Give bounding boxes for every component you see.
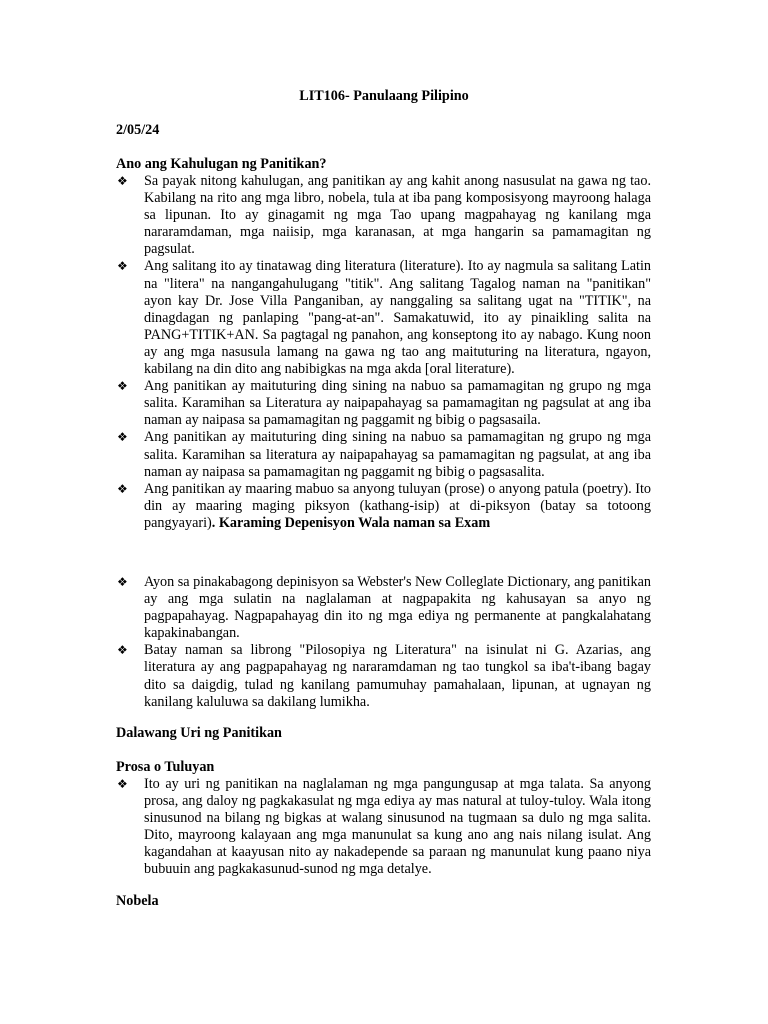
four-diamond-bullet-icon: ❖ — [117, 379, 128, 394]
list-item-text: Batay naman sa librong "Pilosopiya ng Literatura" na isinulat ni G. Azarias, ang literatura ay ang pagpapahayag ng nararamdaman ng tao tungkol sa iba't-ibang bagay dito sa daigdig, tulad ng kanilang pamumuhay pamahalaan, lipunan, at ugnayan ng kanilang kaluluwa sa dakilang lumikha. — [144, 642, 651, 710]
list-item — [116, 642, 651, 710]
document-date: 2/05/24 — [116, 122, 160, 138]
section-heading-kahulugan: Ano ang Kahulugan ng Panitikan? — [116, 156, 327, 172]
document-title: LIT106- Panulaang Pilipino — [299, 88, 469, 104]
four-diamond-bullet-icon: ❖ — [117, 430, 128, 445]
four-diamond-bullet-icon: ❖ — [117, 481, 128, 496]
list-item — [116, 776, 651, 879]
list-item — [116, 173, 651, 258]
list-item — [116, 574, 651, 642]
bullet-list-prosa — [116, 776, 651, 879]
list-item-text: Ang salitang ito ay tinatawag ding literatura (literature). Ito ay nagmula sa salitang Latin na "litera" na nangangahulugang "titik". Ang salitang Tagalog naman na "panitikan" ayon kay Dr. Jose Villa Panganiban, ay nanggaling sa salitang ugat na "TITIK", na dinagdagan ng panlaping "pang-at-an". Samakatuwid, ito ay pinaikling salita na PANG+TITIK+AN. Sa pagtagal ng panahon, ang konseptong ito ay nabago. Kung noon ay ang mga nasusula lamang na gawa ng tao ang maituturing na literatura, ngayon, kabilang na din dito ang nabibigkas na mga akda [oral literature). — [144, 258, 651, 378]
list-item — [116, 481, 651, 532]
exam-note: . Karaming Depenisyon Wala naman sa Exam — [211, 514, 491, 531]
section-heading-dalawang-uri: Dalawang Uri ng Panitikan — [116, 725, 282, 741]
list-item-text — [144, 481, 651, 532]
list-item — [116, 429, 651, 480]
list-item-text: Ito ay uri ng panitikan na naglalaman ng mga pangungusap at mga talata. Sa anyong prosa, ang daloy ng pagkakasulat ng mga ediya ay mas natural at tuloy-tuloy. Wala itong sinusunod na bilang ng bigkas at walang sinusunod na tugmaan sa dulo ng mga salita. Dito, mayroong kalayaan ang mga manunulat sa kung ano ang nais nilang isulat. Ang kagandahan at kaayusan nito ay nakadepende sa paraan ng manunulat kung paano niya bubuuin ang pagkakasunud-sunod ng mga detalye. — [144, 776, 651, 878]
four-diamond-bullet-icon: ❖ — [117, 643, 128, 658]
bullet-list-definitions — [116, 173, 651, 532]
four-diamond-bullet-icon: ❖ — [117, 259, 128, 274]
list-item-text: Ayon sa pinakabagong depinisyon sa Webster's New Colleglate Dictionary, ang panitikan ay ang mga sulatin na naglalaman at nagpapakita ng kahusayan sa anyo ng pagpapahayag. Nagpapahayag din ito ng mga ediya ng permanente at pangkalahatang kapakinabangan. — [144, 574, 651, 642]
section-heading-nobela: Nobela — [116, 893, 159, 909]
list-item — [116, 258, 651, 378]
four-diamond-bullet-icon: ❖ — [117, 174, 128, 188]
section-heading-prosa: Prosa o Tuluyan — [116, 759, 215, 775]
bullet-list-more-definitions — [116, 574, 651, 711]
four-diamond-bullet-icon: ❖ — [117, 777, 128, 791]
list-item — [116, 378, 651, 429]
list-item-text: Ang panitikan ay maituturing ding sining na nabuo sa pamamagitan ng grupo ng mga salita. Karamihan sa literatura ay naipapahayag sa pamamagitan ng pagsulat, at ang iba naman ay naipasa sa pamamagitan ng paggamit ng bibig o pagsasalita. — [144, 429, 651, 480]
four-diamond-bullet-icon: ❖ — [117, 575, 128, 589]
list-item-text: Ang panitikan ay maituturing ding sining na nabuo sa pamamagitan ng grupo ng mga salita. Karamihan sa Literatura ay naipapahayag sa pamamagitan ng pagsulat at ang iba naman ay naipasa sa pamamagitan ng paggamit ng bibig o pagsasaila. — [144, 378, 651, 429]
list-item-plain-text: Ang panitikan ay maaring mabuo sa anyong tuluyan (prose) o anyong patula (poetry). Ito din ay maaring maging piksyon (kathang-isip) at di-piksyon (batay sa totoong pangyayari) — [144, 480, 651, 531]
list-item-text: Sa payak nitong kahulugan, ang panitikan ay ang kahit anong nasusulat na gawa ng tao. Kabilang na rito ang mga libro, nobela, tula at iba pang komposisyong mayroong halaga sa lipunan. Ito ay ginagamit ng mga Tao upang magpahayag ng kanilang mga nararamdaman, mga naiisip, mga karanasan, at mga hangarin sa pamamagitan ng pagsulat. — [144, 173, 651, 258]
